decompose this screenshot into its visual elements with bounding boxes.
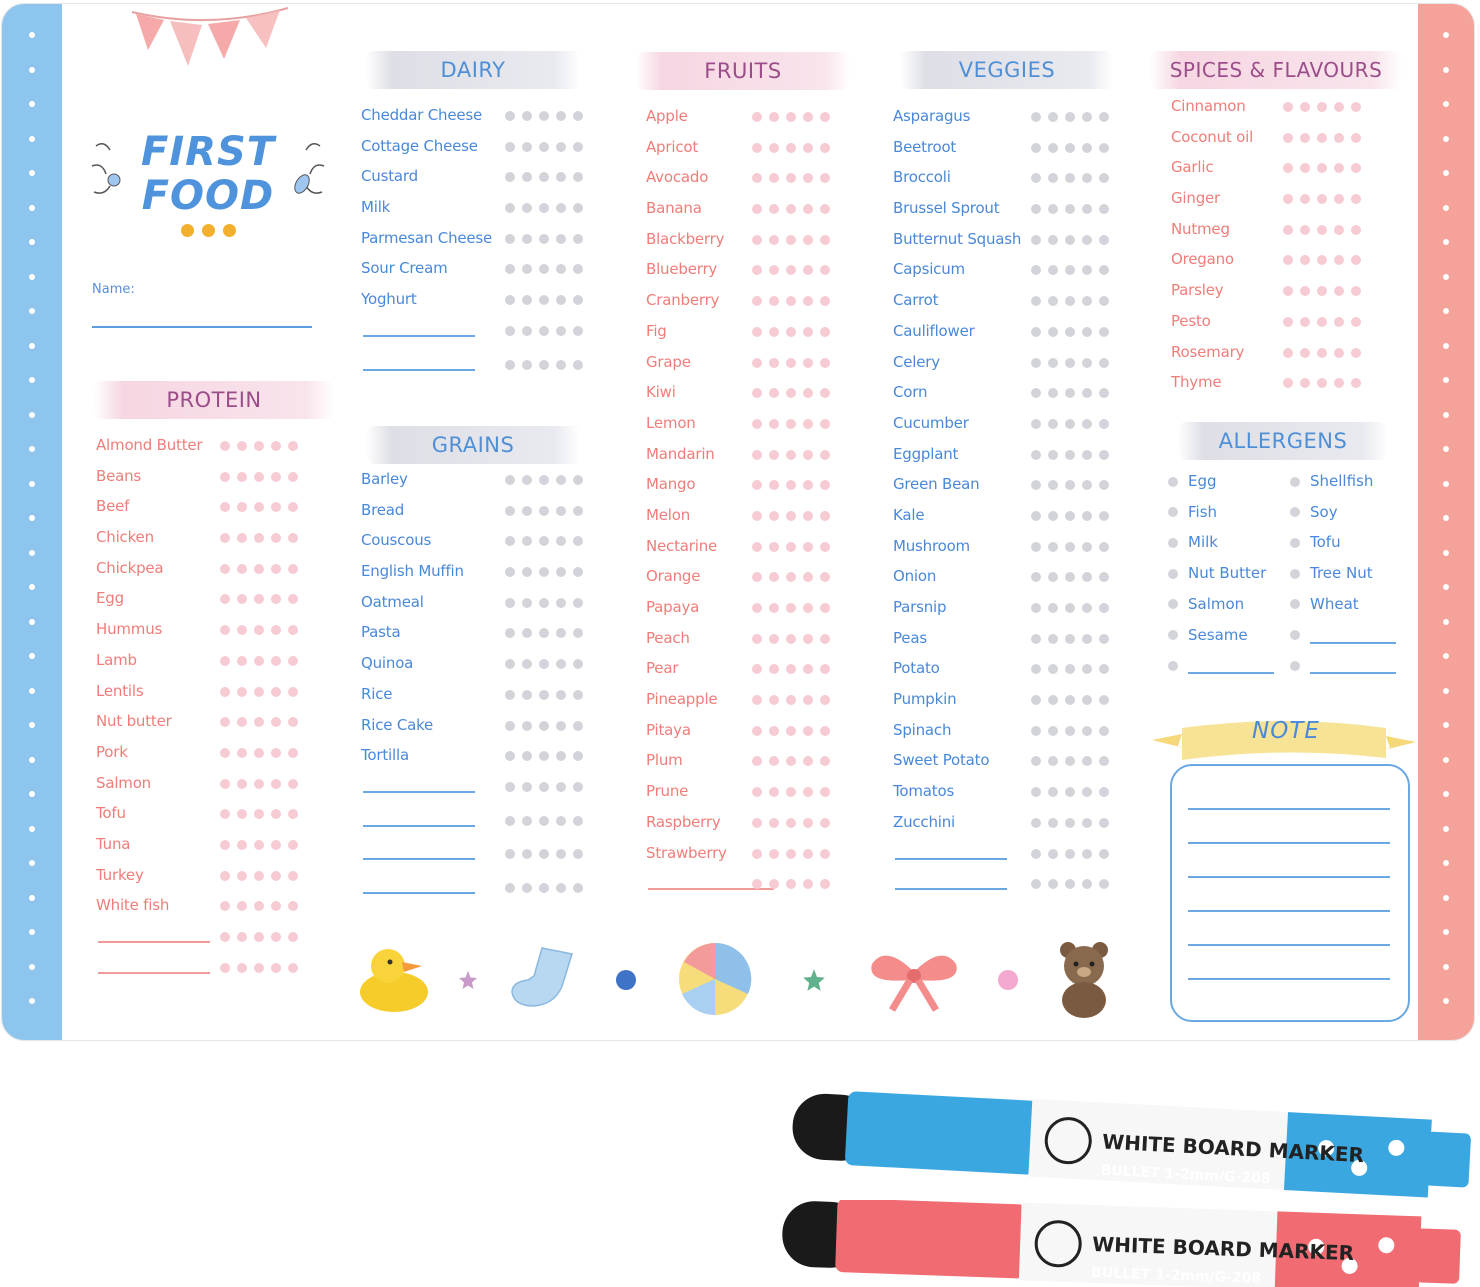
item-label: Chicken	[96, 528, 154, 547]
tally-dots[interactable]	[752, 603, 830, 613]
item-label: Mushroom	[893, 536, 970, 555]
green-star-icon	[802, 968, 826, 992]
item-label: Thyme	[1171, 373, 1222, 392]
protein-header: PROTEIN	[94, 381, 334, 419]
tally-dots[interactable]	[752, 265, 830, 275]
item-label: Cauliflower	[893, 321, 975, 340]
item-label: Corn	[893, 383, 928, 402]
rattle-icon	[88, 136, 130, 216]
tally-dots[interactable]	[220, 594, 298, 604]
item-label: Pork	[96, 742, 128, 761]
tally-dots[interactable]	[220, 871, 298, 881]
name-field[interactable]	[92, 326, 312, 328]
tally-dots[interactable]	[505, 782, 583, 792]
tally-dots[interactable]	[752, 173, 830, 183]
right-pink-bar	[1418, 4, 1474, 1040]
item-label: Melon	[646, 505, 691, 524]
item-label: Almond Butter	[96, 436, 203, 454]
item-label: Lamb	[96, 650, 137, 669]
item-label: Turkey	[96, 865, 144, 884]
item-label: Tortilla	[361, 746, 409, 765]
item-label: Beans	[96, 466, 142, 485]
tally-dots[interactable]	[220, 502, 298, 512]
item-label: Peas	[893, 628, 927, 647]
tally-dots[interactable]	[752, 419, 830, 429]
tally-dots[interactable]	[1031, 818, 1109, 828]
food-chart-board	[2, 4, 1474, 1040]
veggies-header: VEGGIES	[900, 51, 1114, 89]
item-label: Rosemary	[1171, 342, 1245, 361]
tally-dots[interactable]	[1283, 348, 1361, 358]
tally-dots[interactable]	[220, 441, 298, 451]
item-label: Green Bean	[893, 475, 980, 494]
tally-dots[interactable]	[1031, 511, 1109, 521]
right-holes	[1443, 32, 1449, 1033]
item-label: Chickpea	[96, 558, 164, 577]
item-label: Blueberry	[646, 260, 718, 279]
item-label: Tomatos	[893, 782, 955, 801]
tally-dots[interactable]	[752, 849, 830, 859]
red-marker-sub: BULLET 1-2mm/G-208	[1090, 1264, 1262, 1287]
allergen-item[interactable]	[1290, 472, 1373, 490]
tally-dots[interactable]	[752, 787, 830, 797]
item-label: Onion	[893, 567, 937, 586]
tally-dots[interactable]	[505, 326, 583, 336]
item-label: Carrot	[893, 291, 939, 310]
item-label: Pitaya	[646, 720, 691, 739]
left-blue-bar	[2, 4, 62, 1040]
item-label: Capsicum	[893, 260, 965, 279]
dairy-header: DAIRY	[366, 51, 580, 89]
item-label: Mandarin	[646, 444, 715, 463]
tally-dots[interactable]	[1031, 879, 1109, 889]
allergen-label: Nut Butter	[1188, 564, 1267, 583]
tally-dots[interactable]	[752, 204, 830, 214]
item-label: Raspberry	[646, 812, 721, 831]
tally-dots[interactable]	[1283, 317, 1361, 327]
tally-dots[interactable]	[220, 625, 298, 635]
tally-dots[interactable]	[1283, 255, 1361, 265]
tally-dots[interactable]	[505, 475, 583, 485]
tally-dots[interactable]	[220, 656, 298, 666]
item-label: Barley	[361, 470, 408, 488]
tally-dots[interactable]	[752, 695, 830, 705]
allergen-item[interactable]	[1168, 503, 1217, 521]
tally-dots[interactable]	[752, 450, 830, 460]
item-label: Banana	[646, 199, 702, 218]
rubber-duck-icon	[356, 942, 436, 1016]
teddy-bear-icon	[1054, 940, 1114, 1020]
tally-dots[interactable]	[1031, 112, 1109, 122]
tally-dots[interactable]	[1031, 756, 1109, 766]
item-label: English Muffin	[361, 562, 464, 581]
allergen-item[interactable]	[1290, 564, 1373, 582]
tally-dots[interactable]	[220, 717, 298, 727]
allergen-blank[interactable]	[1290, 626, 1396, 644]
item-label: Parsley	[1171, 281, 1224, 300]
item-label: Cinnamon	[1171, 97, 1246, 115]
item-label: Lentils	[96, 681, 144, 700]
tally-dots[interactable]	[1031, 358, 1109, 368]
item-label: Salmon	[96, 773, 151, 792]
tally-dots[interactable]	[220, 809, 298, 819]
item-label: Parsnip	[893, 598, 947, 616]
tally-dots[interactable]	[505, 849, 583, 859]
allergen-item[interactable]	[1290, 503, 1338, 521]
item-label: Milk	[361, 198, 391, 217]
allergen-item[interactable]	[1290, 533, 1341, 551]
item-label: Potato	[893, 659, 940, 678]
allergen-label: Salmon	[1188, 594, 1245, 613]
allergen-label: Milk	[1188, 533, 1218, 552]
tally-dots[interactable]	[1283, 225, 1361, 235]
tally-dots[interactable]	[505, 751, 583, 761]
allergen-item[interactable]	[1168, 533, 1218, 551]
tally-dots[interactable]	[505, 172, 583, 182]
tally-dots[interactable]	[752, 112, 830, 122]
tally-dots[interactable]	[220, 564, 298, 574]
allergen-blank[interactable]	[1290, 656, 1396, 674]
allergen-label: Shellfish	[1310, 472, 1374, 490]
item-label: Butternut Squash	[893, 229, 1022, 248]
allergen-item[interactable]	[1168, 472, 1217, 490]
tally-dots[interactable]	[220, 901, 298, 911]
allergen-item[interactable]	[1168, 564, 1266, 582]
tally-dots[interactable]	[1283, 378, 1361, 388]
tally-dots[interactable]	[1031, 296, 1109, 306]
allergen-label: Wheat	[1310, 594, 1359, 613]
tally-dots[interactable]	[505, 721, 583, 731]
tally-dots[interactable]	[505, 659, 583, 669]
item-label: Ginger	[1171, 189, 1221, 208]
allergen-item[interactable]	[1168, 595, 1244, 613]
tally-dots[interactable]	[1031, 849, 1109, 859]
tally-dots[interactable]	[752, 634, 830, 644]
item-label: Celery	[893, 352, 940, 371]
tally-dots[interactable]	[1031, 235, 1109, 245]
tally-dots[interactable]	[1031, 204, 1109, 214]
tally-dots[interactable]	[752, 572, 830, 582]
item-label: Tuna	[96, 834, 131, 853]
blue-marker-sub: BULLET 1-2mm/G-208	[1100, 1162, 1271, 1188]
item-label: Kiwi	[646, 383, 676, 402]
item-label: Beef	[96, 497, 130, 516]
blue-dot-icon	[614, 968, 638, 992]
tally-dots[interactable]	[220, 687, 298, 697]
spices-header: SPICES & FLAVOURS	[1150, 51, 1402, 89]
note-box[interactable]	[1170, 764, 1410, 1022]
tally-dots[interactable]	[1283, 286, 1361, 296]
item-label: Cucumber	[893, 413, 969, 432]
tally-dots[interactable]	[1031, 726, 1109, 736]
blank-write-line[interactable]	[363, 858, 475, 860]
item-label: Asparagus	[893, 107, 971, 125]
item-label: Strawberry	[646, 843, 727, 862]
tally-dots[interactable]	[220, 779, 298, 789]
item-label: Avocado	[646, 168, 709, 187]
item-label: Broccoli	[893, 168, 951, 187]
allergen-label: Fish	[1188, 502, 1218, 521]
item-label: Mango	[646, 475, 696, 494]
red-marker-label: WHITE BOARD MARKER	[1091, 1231, 1355, 1266]
beach-ball-icon	[676, 940, 754, 1018]
tally-dots[interactable]	[505, 598, 583, 608]
tally-dots[interactable]	[752, 143, 830, 153]
tally-dots[interactable]	[220, 932, 298, 942]
item-label: Hummus	[96, 620, 163, 639]
tally-dots[interactable]	[1031, 173, 1109, 183]
tally-dots[interactable]	[752, 235, 830, 245]
item-label: Peach	[646, 628, 690, 647]
tally-dots[interactable]	[505, 628, 583, 638]
item-label: Brussel Sprout	[893, 199, 1000, 218]
tally-dots[interactable]	[752, 756, 830, 766]
item-label: Pear	[646, 659, 679, 678]
item-label: Sweet Potato	[893, 751, 990, 770]
item-label: Zucchini	[893, 812, 956, 831]
tally-dots[interactable]	[1031, 664, 1109, 674]
item-label: Pasta	[361, 623, 401, 642]
blank-write-line[interactable]	[363, 892, 475, 894]
tally-dots[interactable]	[752, 388, 830, 398]
item-label: Cheddar Cheese	[361, 106, 483, 124]
blank-write-line[interactable]	[98, 972, 210, 974]
allergen-label: Egg	[1188, 472, 1217, 490]
item-label: Nut butter	[96, 712, 172, 731]
left-holes	[29, 32, 35, 1033]
tally-dots[interactable]	[220, 533, 298, 543]
pacifier-icon	[286, 136, 328, 216]
allergen-label: Sesame	[1188, 625, 1248, 644]
tally-dots[interactable]	[752, 296, 830, 306]
tally-dots[interactable]	[1031, 634, 1109, 644]
allergens-header: ALLERGENS	[1178, 422, 1388, 460]
tally-dots[interactable]	[220, 963, 298, 973]
blank-write-line[interactable]	[363, 791, 475, 793]
item-label: Beetroot	[893, 137, 957, 156]
item-label: Coconut oil	[1171, 127, 1254, 146]
item-label: Bread	[361, 500, 405, 519]
tally-dots[interactable]	[1031, 143, 1109, 153]
tally-dots[interactable]	[1031, 388, 1109, 398]
tally-dots[interactable]	[1031, 572, 1109, 582]
item-label: Pesto	[1171, 311, 1211, 330]
tally-dots[interactable]	[1031, 787, 1109, 797]
tally-dots[interactable]	[505, 506, 583, 516]
logo-line-1: FIRST	[140, 129, 276, 175]
tally-dots[interactable]	[752, 480, 830, 490]
tally-dots[interactable]	[752, 879, 830, 889]
tally-dots[interactable]	[1031, 419, 1109, 429]
blank-write-line[interactable]	[895, 858, 1007, 860]
baby-sock-icon	[506, 944, 582, 1012]
tally-dots[interactable]	[752, 511, 830, 521]
tally-dots[interactable]	[752, 542, 830, 552]
logo-dots	[88, 222, 328, 241]
tally-dots[interactable]	[752, 664, 830, 674]
tally-dots[interactable]	[505, 295, 583, 305]
tally-dots[interactable]	[1283, 163, 1361, 173]
tally-dots[interactable]	[505, 203, 583, 213]
item-label: Pumpkin	[893, 690, 957, 709]
tally-dots[interactable]	[505, 142, 583, 152]
item-label: Spinach	[893, 720, 952, 739]
tally-dots[interactable]	[752, 327, 830, 337]
item-label: Eggplant	[893, 444, 959, 463]
tally-dots[interactable]	[1283, 102, 1361, 112]
tally-dots[interactable]	[505, 567, 583, 577]
item-label: Nutmeg	[1171, 219, 1230, 238]
item-label: Tofu	[96, 804, 126, 823]
tally-dots[interactable]	[220, 840, 298, 850]
red-marker-icon	[776, 1200, 1468, 1287]
allergen-item[interactable]	[1168, 626, 1248, 644]
tally-dots[interactable]	[1283, 194, 1361, 204]
item-label: Orange	[646, 567, 701, 586]
bow-icon	[866, 944, 962, 1016]
item-label: Oregano	[1171, 250, 1234, 269]
star-icon	[458, 970, 478, 990]
blank-write-line[interactable]	[363, 825, 475, 827]
allergen-label: Tofu	[1310, 533, 1341, 552]
tally-dots[interactable]	[505, 536, 583, 546]
item-label: Yoghurt	[361, 290, 417, 309]
item-label: Garlic	[1171, 158, 1214, 177]
tally-dots[interactable]	[1031, 603, 1109, 613]
blank-write-line[interactable]	[363, 369, 475, 371]
item-label: Cranberry	[646, 291, 720, 310]
allergen-label: Soy	[1310, 502, 1338, 521]
tally-dots[interactable]	[1031, 480, 1109, 490]
item-label: Apple	[646, 107, 688, 125]
item-label: Lemon	[646, 413, 696, 432]
blank-write-line[interactable]	[895, 888, 1007, 890]
blue-marker-icon	[786, 1086, 1478, 1208]
item-label: Oatmeal	[361, 592, 424, 611]
tally-dots[interactable]	[752, 818, 830, 828]
item-label: Custard	[361, 167, 418, 186]
blue-marker-label: WHITE BOARD MARKER	[1101, 1129, 1365, 1168]
item-label: Parmesan Cheese	[361, 228, 493, 247]
item-label: Grape	[646, 352, 691, 371]
tally-dots[interactable]	[505, 234, 583, 244]
tally-dots[interactable]	[1031, 695, 1109, 705]
item-label: Egg	[96, 589, 124, 608]
name-label: Name:	[92, 282, 135, 297]
bunting-icon	[130, 4, 290, 74]
item-label: Apricot	[646, 137, 699, 156]
item-label: Cottage Cheese	[361, 136, 478, 155]
tally-dots[interactable]	[1031, 450, 1109, 460]
allergen-label: Tree Nut	[1310, 564, 1373, 583]
item-label: Kale	[893, 505, 925, 524]
tally-dots[interactable]	[505, 111, 583, 121]
item-label: Nectarine	[646, 536, 718, 555]
tally-dots[interactable]	[505, 360, 583, 370]
tally-dots[interactable]	[220, 472, 298, 482]
tally-dots[interactable]	[505, 690, 583, 700]
logo-line-2: FOOD	[141, 173, 275, 219]
item-label: Blackberry	[646, 229, 725, 248]
blank-write-line[interactable]	[363, 335, 475, 337]
item-label: Prune	[646, 782, 689, 801]
tally-dots[interactable]	[505, 883, 583, 893]
tally-dots[interactable]	[752, 358, 830, 368]
tally-dots[interactable]	[505, 816, 583, 826]
tally-dots[interactable]	[220, 748, 298, 758]
item-label: Couscous	[361, 531, 432, 550]
tally-dots[interactable]	[1031, 542, 1109, 552]
item-label: Quinoa	[361, 654, 414, 673]
grains-header: GRAINS	[366, 426, 580, 464]
item-label: Rice	[361, 684, 393, 703]
note-header: NOTE	[1252, 718, 1320, 744]
allergen-item[interactable]	[1290, 595, 1359, 613]
item-label: Sour Cream	[361, 259, 448, 278]
tally-dots[interactable]	[1031, 265, 1109, 275]
tally-dots[interactable]	[1031, 327, 1109, 337]
blank-write-line[interactable]	[98, 941, 210, 943]
item-label: White fish	[96, 896, 170, 915]
item-label: Pineapple	[646, 690, 718, 709]
allergen-blank[interactable]	[1168, 656, 1274, 674]
tally-dots[interactable]	[1283, 133, 1361, 143]
fruits-header: FRUITS	[636, 52, 850, 90]
item-label: Rice Cake	[361, 715, 434, 734]
pink-dot-icon	[996, 968, 1020, 992]
item-label: Plum	[646, 751, 683, 770]
tally-dots[interactable]	[752, 726, 830, 736]
tally-dots[interactable]	[505, 264, 583, 274]
item-label: Fig	[646, 321, 667, 340]
item-label: Papaya	[646, 598, 700, 616]
